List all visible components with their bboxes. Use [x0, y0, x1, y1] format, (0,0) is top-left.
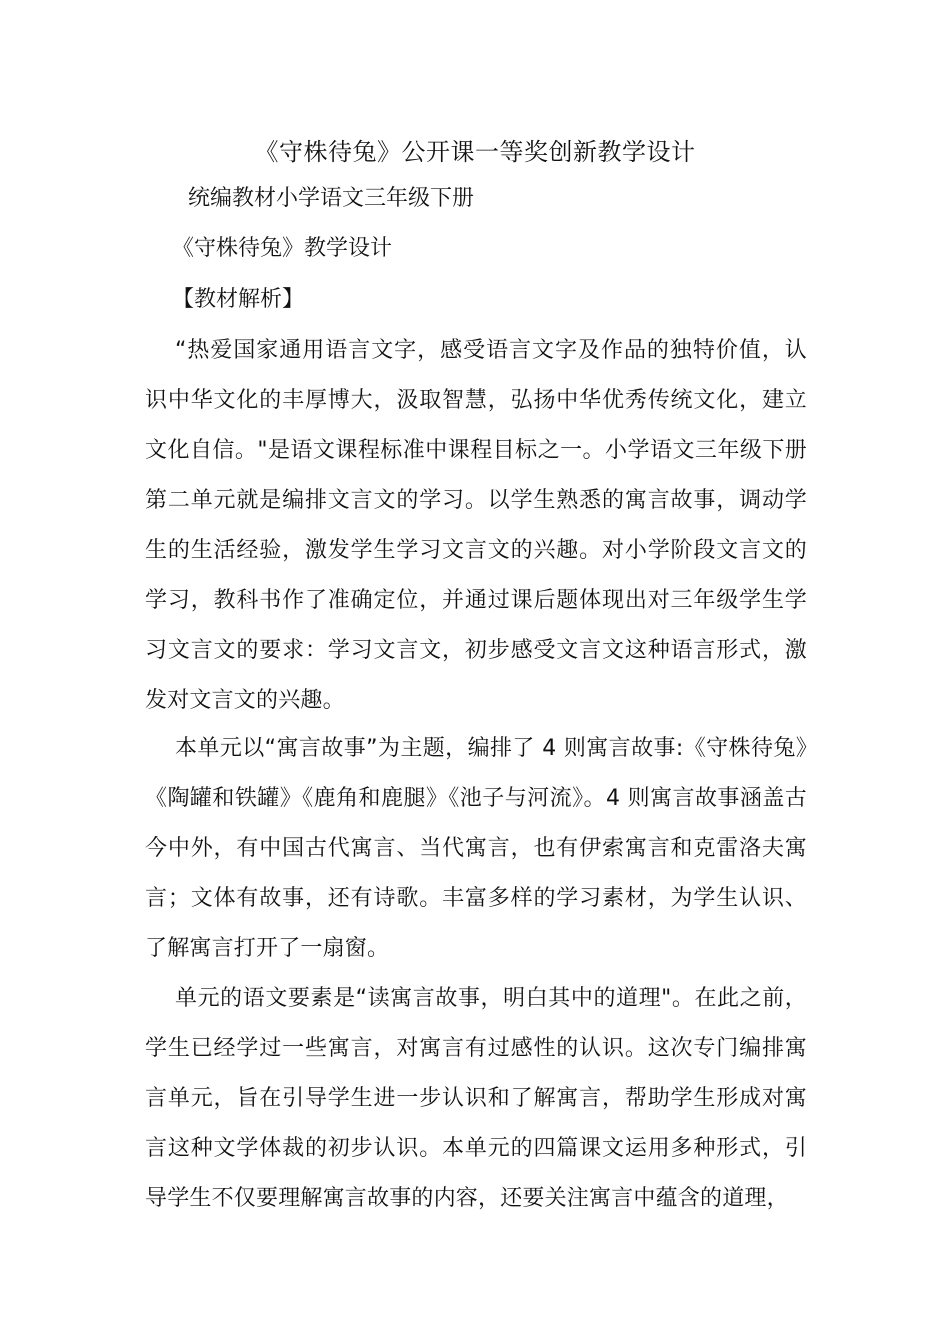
- paragraph: “热爱国家通用语言文字，感受语言文字及作品的独特价值，认识中华文化的丰厚博大，汲取智慧，弘扬中华优秀传统文化，建立文化自信。"是语文课程标准中课程目标之一。小学语文三年级下册第二单元就是编排文言文的学习。以学生熟悉的寓言故事，调动学生的生活经验，激发学生学习文言文的兴趣。对小学阶段文言文的学习，教科书作了准确定位，并通过课后题体现出对三年级学生学习文言文的要求：学习文言文，初步感受文言文这种语言形式，激发对文言文的兴趣。: [145, 338, 807, 713]
- section-heading: 【教材解析】: [172, 287, 305, 312]
- lesson-heading: 《守株待兔》教学设计: [172, 236, 393, 261]
- paragraph: 本单元以“寓言故事”为主题，编排了 4 则寓言故事:《守株待兔》《陶罐和铁罐》《鹿角和鹿腿》《池子与河流》。4 则寓言故事涵盖古今中外，有中国古代寓言、当代寓言，也有伊索寓言和克雷洛夫寓言；文体有故事，还有诗歌。丰富多样的学习素材，为学生认识、了解寓言打开了一扇窗。: [145, 736, 807, 961]
- document-subtitle: 统编教材小学语文三年级下册: [188, 186, 475, 211]
- paragraph: 单元的语文要素是“读寓言故事，明白其中的道理"。在此之前，学生已经学过一些寓言，对寓言有过感性的认识。这次专门编排寓言单元，旨在引导学生进一步认识和了解寓言，帮助学生形成对寓言这种文学体裁的初步认识。本单元的四篇课文运用多种形式，引导学生不仅要理解寓言故事的内容，还要关注寓言中蕴含的道理，: [145, 986, 807, 1211]
- document-title: 《守株待兔》公开课一等奖创新教学设计: [254, 138, 696, 166]
